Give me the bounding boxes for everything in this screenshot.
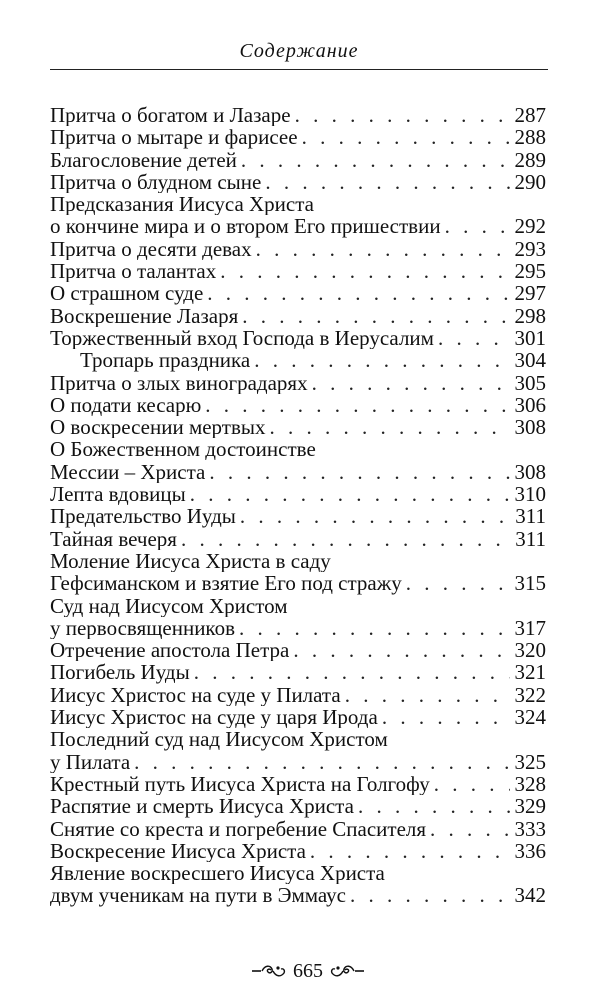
toc-entry-page: 298 [514,304,546,327]
toc-entry-page: 289 [514,148,546,171]
toc-entry [50,884,546,906]
dot-leader [406,572,510,594]
toc-entry [50,684,546,706]
toc-entry-title: двум ученикам на пути в Эммаус [50,884,346,907]
toc-entry-page: 311 [515,527,546,550]
toc-entry-page: 315 [514,572,546,595]
toc-entry-title: Притча о богатом и Лазаре [50,104,291,127]
toc-entry [50,126,546,148]
dot-leader [190,483,510,505]
toc-entry-page: 329 [514,795,546,818]
table-of-contents [50,104,546,907]
toc-entry-page: 288 [514,126,546,149]
dot-leader [382,706,510,728]
toc-entry-title: Предсказания Иисуса Христа [50,193,314,216]
toc-entry [50,104,546,126]
toc-entry-page: 322 [514,683,546,707]
toc-entry-title: Мессии – Христа [50,460,206,484]
toc-entry-title: Торжественный вход Господа в Иерусалим [50,326,434,350]
toc-entry [50,595,546,617]
toc-entry-page: 324 [514,706,546,729]
toc-entry-title: Снятие со креста и погребение Спасителя [50,817,427,840]
toc-entry-page: 304 [514,349,546,372]
toc-entry-title: Благословение детей [50,148,237,171]
toc-entry-title: Последний суд над Иисусом Христом [50,728,388,751]
toc-entry [50,282,546,304]
toc-entry [50,528,546,550]
dot-leader [254,349,510,371]
toc-entry-page: 310 [514,483,546,506]
toc-entry-page: 321 [514,661,546,684]
dot-leader [350,884,510,906]
toc-entry-page: 297 [514,282,546,305]
toc-entry-title: Суд над Иисусом Христом [50,594,288,617]
toc-entry [50,394,546,416]
dot-leader [242,305,510,327]
toc-entry-page: 333 [514,817,546,840]
dot-leader [207,282,510,304]
header-title: Содержание [239,40,359,62]
toc-entry-title: Притча о блудном сыне [50,170,262,194]
running-header [50,40,548,68]
toc-entry-title: Распятие и смерть Иисуса Христа [50,795,354,818]
toc-entry [50,751,546,773]
toc-entry [50,349,546,371]
toc-entry [50,773,546,795]
toc-entry [50,661,546,683]
toc-entry-title: Притча о злых виноградарях [50,371,308,394]
toc-entry-title: О воскресении мертвых [50,416,266,439]
toc-entry-title: Отречение апостола Петра [50,639,290,662]
toc-entry [50,149,546,171]
toc-entry-title: Крестный путь Иисуса Христа на Голгофу [50,772,430,796]
toc-entry-title: Воскресение Иисуса Христа [50,839,306,863]
toc-entry [50,305,546,327]
toc-entry [50,238,546,260]
toc-entry-page: 328 [514,772,546,796]
toc-entry [50,193,546,215]
page-number: 665 [293,959,323,982]
toc-entry-title: Тайная вечеря [50,527,177,550]
dot-leader [205,394,510,416]
ornament-left-icon [251,964,287,978]
toc-entry-title: Предательство Иуды [50,505,236,528]
dot-leader [194,661,510,683]
toc-entry-title: Тропарь праздника [80,349,251,372]
toc-entry [50,862,546,884]
toc-entry-title: у Пилата [50,750,131,773]
toc-entry-title: у первосвященников [50,616,235,640]
toc-entry-page: 306 [514,393,546,417]
toc-entry-page: 317 [514,616,546,640]
toc-entry [50,327,546,349]
dot-leader [134,751,510,773]
toc-entry [50,215,546,237]
toc-entry [50,840,546,862]
dot-leader [430,818,510,840]
toc-entry-page: 305 [514,371,546,394]
toc-entry-page: 308 [514,416,546,439]
toc-entry [50,639,546,661]
page-footer [0,958,616,984]
ornament-right-icon [329,964,365,978]
toc-entry-page: 342 [514,884,546,907]
dot-leader [209,461,510,483]
toc-entry-page: 290 [514,170,546,194]
toc-entry [50,572,546,594]
toc-entry [50,706,546,728]
toc-entry-title: Погибель Иуды [50,661,190,684]
toc-entry [50,438,546,460]
toc-entry-page: 293 [514,237,546,261]
toc-entry-title: Иисус Христос на суде у Пилата [50,683,341,707]
dot-leader [302,126,510,148]
toc-entry-page: 287 [514,104,546,127]
toc-entry-title: Иисус Христос на суде у царя Ирода [50,706,378,729]
dot-leader [241,149,510,171]
dot-leader [434,773,510,795]
toc-entry-page: 308 [514,460,546,484]
toc-entry-page: 292 [514,215,546,238]
toc-entry [50,171,546,193]
dot-leader [240,505,510,527]
dot-leader [239,617,510,639]
dot-leader [293,639,510,661]
toc-entry-title: О Божественном достоинстве [50,438,316,461]
toc-entry-title: Гефсиманском и взятие Его под стражу [50,572,402,595]
toc-entry-title: О страшном суде [50,282,204,305]
dot-leader [358,795,510,817]
toc-entry-page: 320 [514,639,546,662]
toc-entry [50,483,546,505]
toc-entry [50,461,546,483]
toc-entry [50,550,546,572]
toc-entry-title: Притча о талантах [50,260,217,283]
toc-entry-page: 325 [514,750,546,773]
toc-entry [50,617,546,639]
dot-leader [312,372,510,394]
dot-leader [181,528,510,550]
toc-entry-title: Явление воскресшего Иисуса Христа [50,862,385,885]
toc-entry [50,728,546,750]
toc-entry-page: 311 [515,505,546,528]
toc-entry-page: 301 [514,326,546,350]
dot-leader [256,238,510,260]
dot-leader [269,416,510,438]
toc-entry [50,416,546,438]
toc-entry-title: о кончине мира и о втором Его пришествии [50,215,441,238]
toc-entry-title: О подати кесарю [50,393,202,417]
toc-entry-title: Притча о мытаре и фарисее [50,126,298,149]
dot-leader [220,260,510,282]
toc-entry [50,372,546,394]
dot-leader [295,104,510,126]
toc-entry-title: Моление Иисуса Христа в саду [50,549,331,573]
dot-leader [438,327,510,349]
toc-entry-page: 295 [514,260,546,283]
toc-entry [50,818,546,840]
toc-entry-title: Воскрешение Лазаря [50,304,239,327]
toc-entry [50,795,546,817]
dot-leader [310,840,510,862]
toc-entry-page: 336 [514,839,546,863]
dot-leader [445,215,510,237]
toc-entry [50,260,546,282]
header-rule [50,69,548,70]
toc-entry [50,505,546,527]
toc-entry-title: Притча о десяти девах [50,237,252,261]
toc-entry-title: Лепта вдовицы [50,483,186,506]
dot-leader [345,684,510,706]
dot-leader [265,171,510,193]
